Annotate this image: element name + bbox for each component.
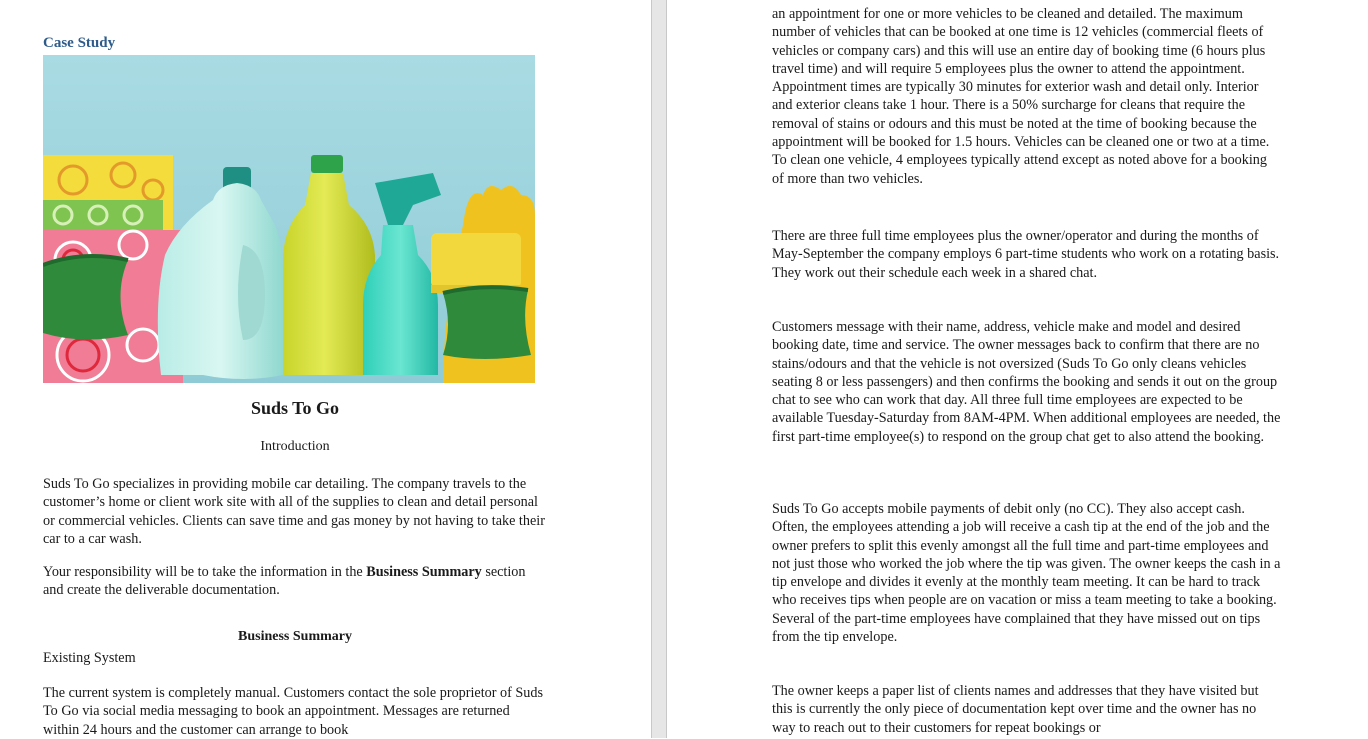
responsibility-paragraph <box>43 563 547 600</box>
customer-messaging-paragraph: Customers message with their name, address, vehicle make and model and desired booking date, time and service. The owner messages back to confirm that there are no stains/odours and that the vehicle is not oversized (Suds To Go only cleans vehicles seating 8 or less passengers) and then confirms the booking and sends it out on the group chat to see who can work that day. All three full time employees are expected to be available Tuesday-Saturday from 8AM-4PM. When additional employees are needed, the first part-time employee(s) to respond on the group chat get to also attend the booking. <box>772 319 1281 445</box>
responsibility-bold-text: Business Summary <box>366 564 482 580</box>
cleaning-supplies-photo <box>43 55 535 383</box>
current-system-paragraph: The current system is completely manual. Customers contact the sole proprietor of Suds To Go via social media messaging to book an appointment. Messages are returned within 24 hours and the customer can arrange to book <box>43 685 543 738</box>
booking-paragraph: an appointment for one or more vehicles to be cleaned and detailed. The maximum number of vehicles that can be booked at one time is 12 vehicles (commercial fleets of vehicles or company cars) and this will use an entire day of booking time (6 hours plus travel time) and will require 5 employees plus the owner to attend the appointment. Appointment times are typically 30 minutes for exterior wash and detail only. Interior and exterior cleans take 1 hour. There is a 50% surcharge for cleans that require the removal of stains or odours and this must be noted at the time of booking because the appointment will be booked for 1.5 hours. Vehicles can be cleaned one or two at a time. To clean one vehicle, 4 employees typically attend except as noted above for a booking of more than two vehicles. <box>772 6 1270 187</box>
introduction-heading: Introduction <box>260 439 330 454</box>
case-study-label: Case Study <box>43 35 116 51</box>
document-title: Suds To Go <box>250 398 340 418</box>
business-summary-heading: Business Summary <box>238 629 352 644</box>
responsibility-text-start: Your responsibility will be to take the information in the <box>43 564 367 580</box>
payments-paragraph: Suds To Go accepts mobile payments of debit only (no CC). They also accept cash. Often, the employees attending a job will receive a cash tip at the end of the job and the owner prefers to split this evenly amongst all the full time and part-time employees and not just those who worked the job where the tip was given. The owner keeps the cash in a tip envelope and divides it evenly at the monthly team meeting. It can be hard to track who receives tips when people are on vacation or miss a team meeting to take a booking. Several of the part-time employees have complained that they have missed out on tips from the tip envelope. <box>772 501 1281 646</box>
employees-paragraph: There are three full time employees plus the owner/operator and during the months of May-September the company employs 6 part-time students who work on a rotating basis. They work out their schedule each week in a shared chat. <box>772 228 1280 281</box>
client-list-paragraph: The owner keeps a paper list of clients names and addresses that they have visited but this is currently the only piece of documentation kept over time and the owner has no way to reach out to their customers for repeat bookings or <box>772 683 1259 736</box>
page-gutter <box>651 0 667 738</box>
introduction-paragraph: Suds To Go specializes in providing mobile car detailing. The company travels to the customer’s home or client work site with all of the supplies to clean and detail personal or commercial vehicles. Clients can save time and gas money by not having to take their car to a car wash. <box>43 476 545 547</box>
existing-system-label: Existing System <box>43 650 136 666</box>
responsibility-text-end: section and create the deliverable documentation. <box>43 564 526 599</box>
